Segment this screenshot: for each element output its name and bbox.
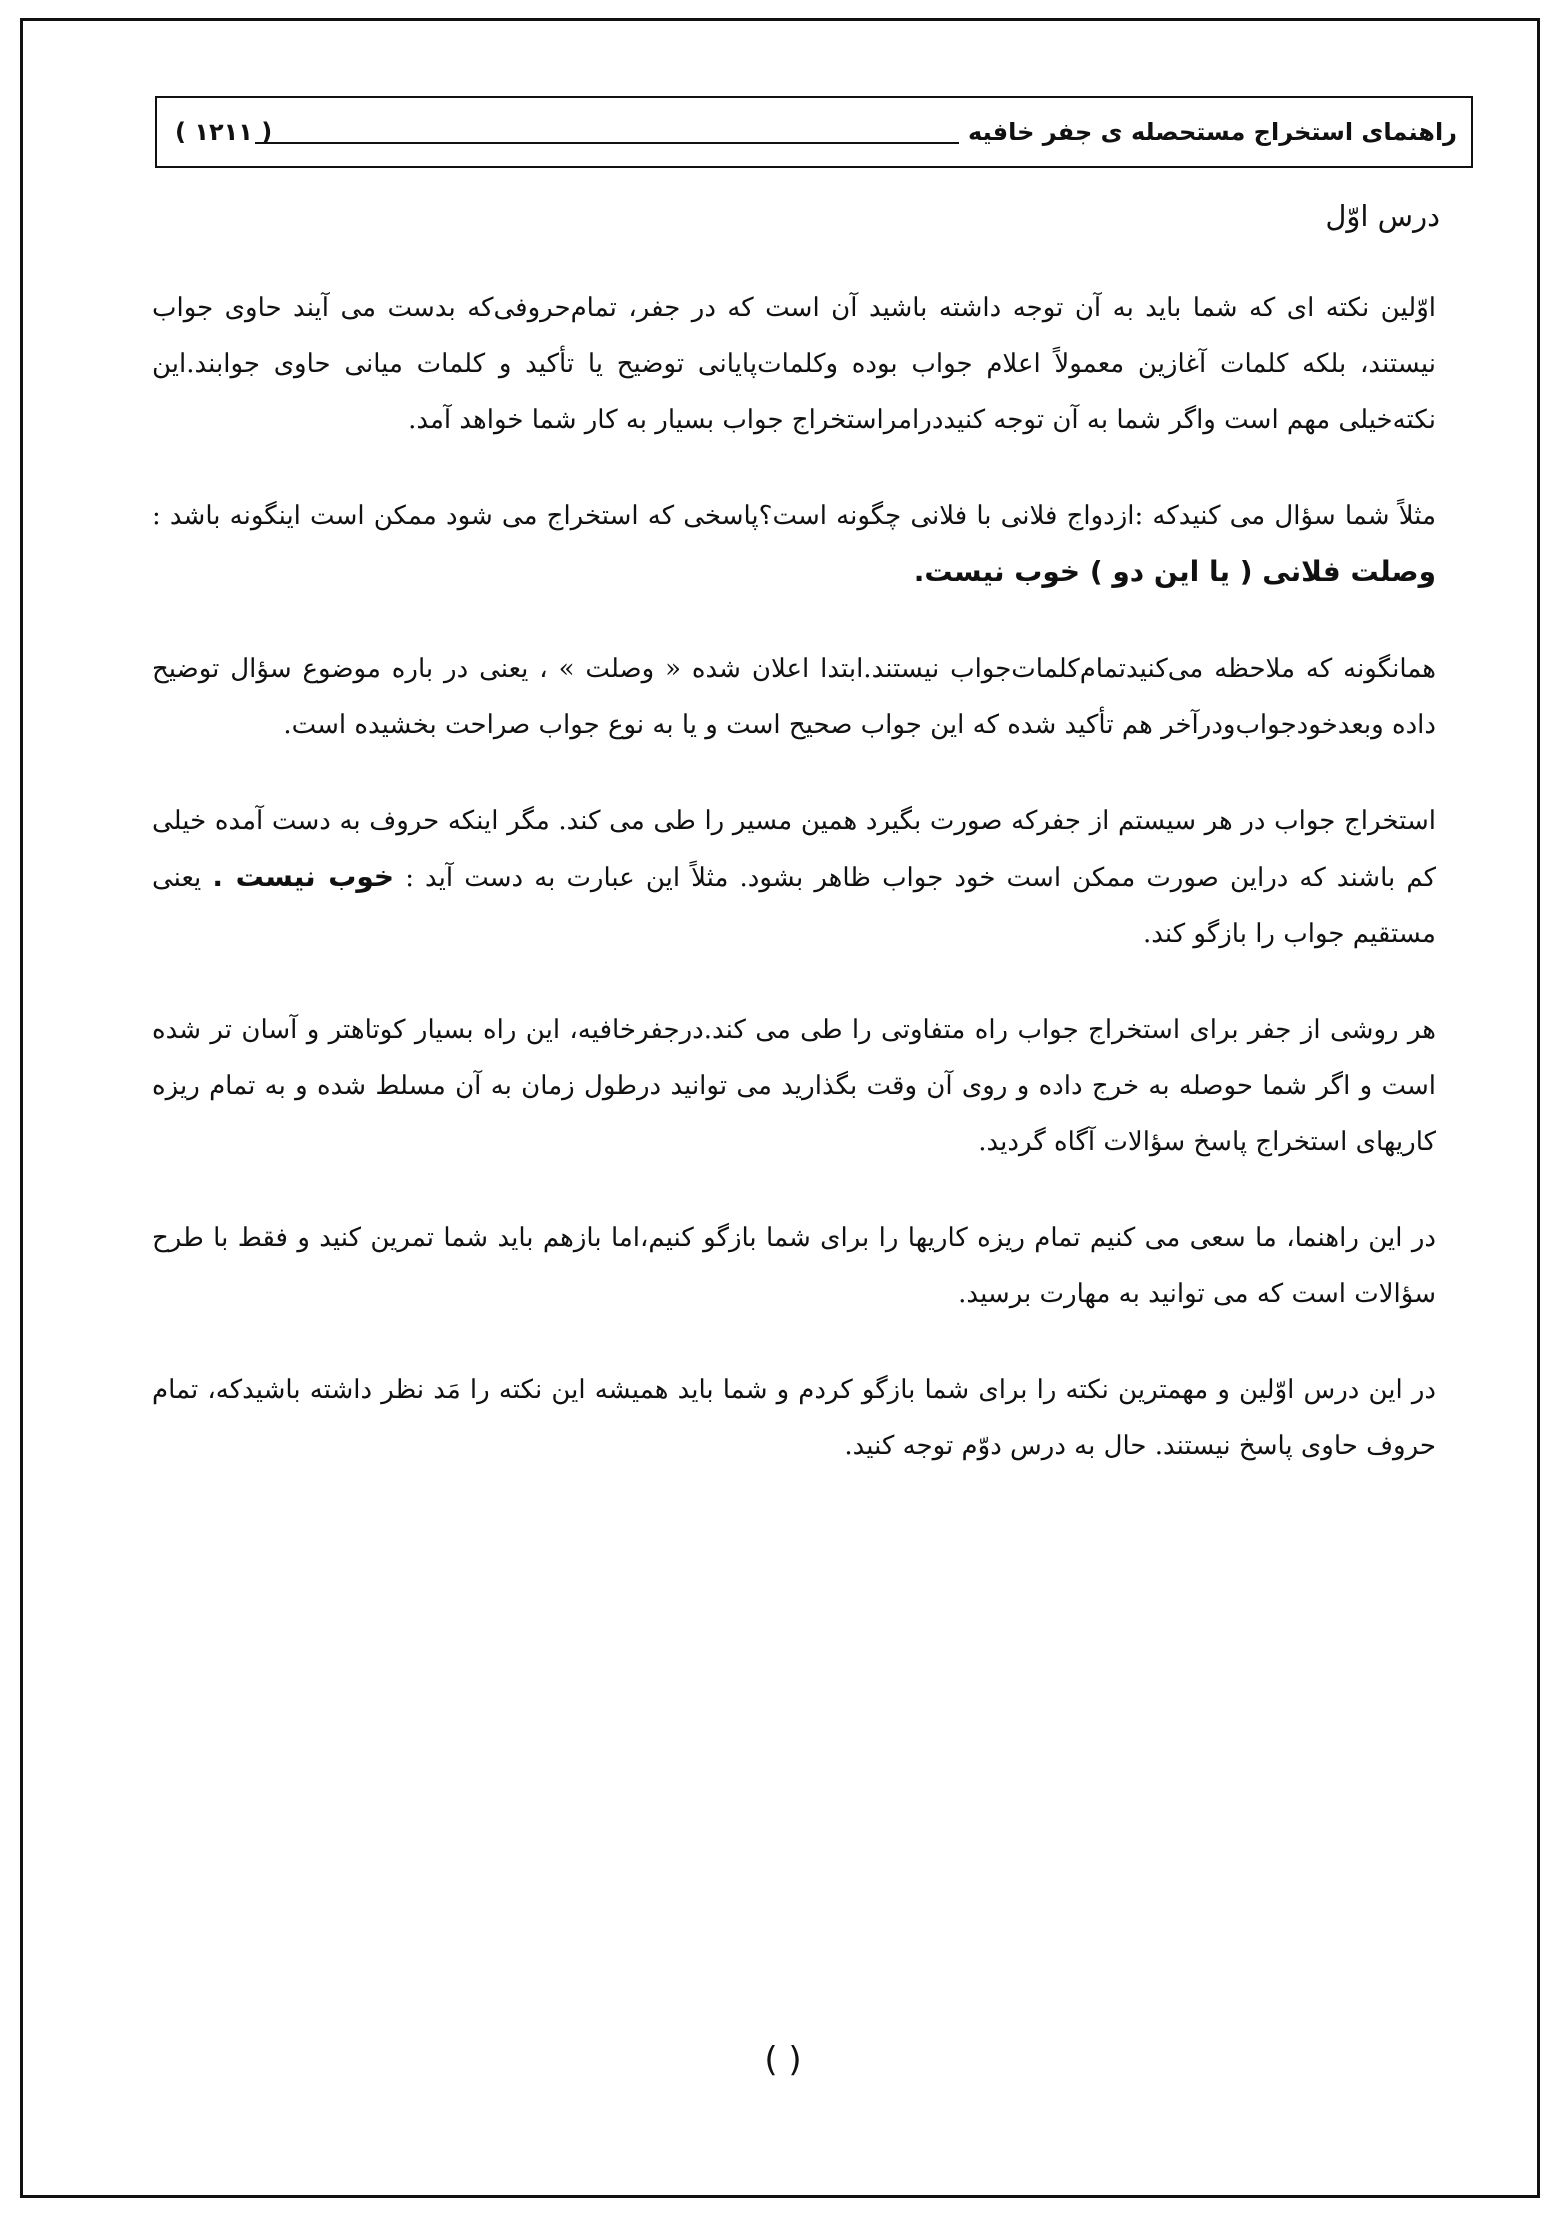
paragraph-text: استخراج جواب در هر سیستم از جفرکه صورت بگیرد همین مسیر را طی می کند. مگر اینکه حروف به دست آمده خیلی کم باشند که دراین صورت ممکن است خود جواب ظاهر بشود. مثلاً این عبارت به دست آید :: [152, 806, 1436, 893]
paragraph: [152, 793, 1436, 962]
paragraph-text-continued: یعنی مستقیم جواب را بازگو کند.: [152, 863, 1436, 949]
paragraph-text: در این راهنما، ما سعی می کنیم تمام ریزه کاریها را برای شما بازگو کنیم،اما بازهم باید شما تمرین کنید و فقط با طرح سؤالات است که می توانید به مهارت برسید.: [152, 1223, 1436, 1309]
paragraph-text: هر روشی از جفر برای استخراج جواب راه متفاوتی را طی می کند.درجفرخافیه، این راه بسیار کوتاهتر و آسان تر شده است و اگر شما حوصله به خرج داده و روی آن وقت بگذارید می توانید درطول زمان به آن مسلط شده و به تمام ریزه کاریهای استخراج پاسخ سؤالات آگاه گردید.: [152, 1015, 1436, 1157]
header-title: راهنمای استخراج مستحصله ی جفر خافیه: [968, 118, 1457, 146]
footer-page-number: ( ): [764, 2040, 802, 2080]
paragraph: [152, 1362, 1436, 1474]
header-rule: [255, 142, 959, 144]
running-header: [155, 96, 1473, 168]
header-page-number: ( ۱۲۱۱ ): [175, 118, 273, 146]
paragraph: [152, 488, 1436, 601]
lesson-title: درس اوّل: [1325, 199, 1440, 233]
paragraph: [152, 641, 1436, 753]
example-answer: وصلت فلانی ( یا این دو ) خوب نیست.: [913, 555, 1436, 588]
paragraph: [152, 1210, 1436, 1322]
paragraph-text: در این درس اوّلین و مهمترین نکته را برای شما بازگو کردم و شما باید همیشه این نکته را مَد نظر داشته باشیدکه، تمام حروف حاوی پاسخ نیستند. حال به درس دوّم توجه کنید.: [152, 1375, 1436, 1461]
lesson-body: [152, 280, 1436, 1514]
paragraph-text: اوّلین نکته ای که شما باید به آن توجه داشته باشید آن است که در جفر، تمام‌حروفی‌که بدست می آیند حاوی جواب نیستند، بلکه کلمات آغازین معمولاً اعلام جواب بوده وکلمات‌پایانی توضیح یا تأکید و کلمات میانی حاوی جوابند.این نکته‌خیلی مهم است واگر شما به آن توجه کنیددرامراستخراج جواب بسیار به کار شما خواهد آمد.: [152, 293, 1436, 435]
paragraph-text: مثلاً شما سؤال می کنیدکه :ازدواج فلانی با فلانی چگونه است؟پاسخی که استخراج می شود ممکن است اینگونه باشد :: [152, 501, 1436, 531]
example-answer: خوب نیست .: [212, 860, 395, 893]
paragraph: [152, 1002, 1436, 1170]
paragraph-text: همانگونه که ملاحظه می‌کنیدتمام‌کلمات‌جواب نیستند.ابتدا اعلان شده « وصلت » ، یعنی در باره موضوع سؤال توضیح داده وبعدخودجواب‌ودرآخر هم تأکید شده که این جواب صحیح است و یا به نوع جواب صراحت بخشیده است.: [152, 654, 1436, 740]
paragraph: [152, 280, 1436, 448]
